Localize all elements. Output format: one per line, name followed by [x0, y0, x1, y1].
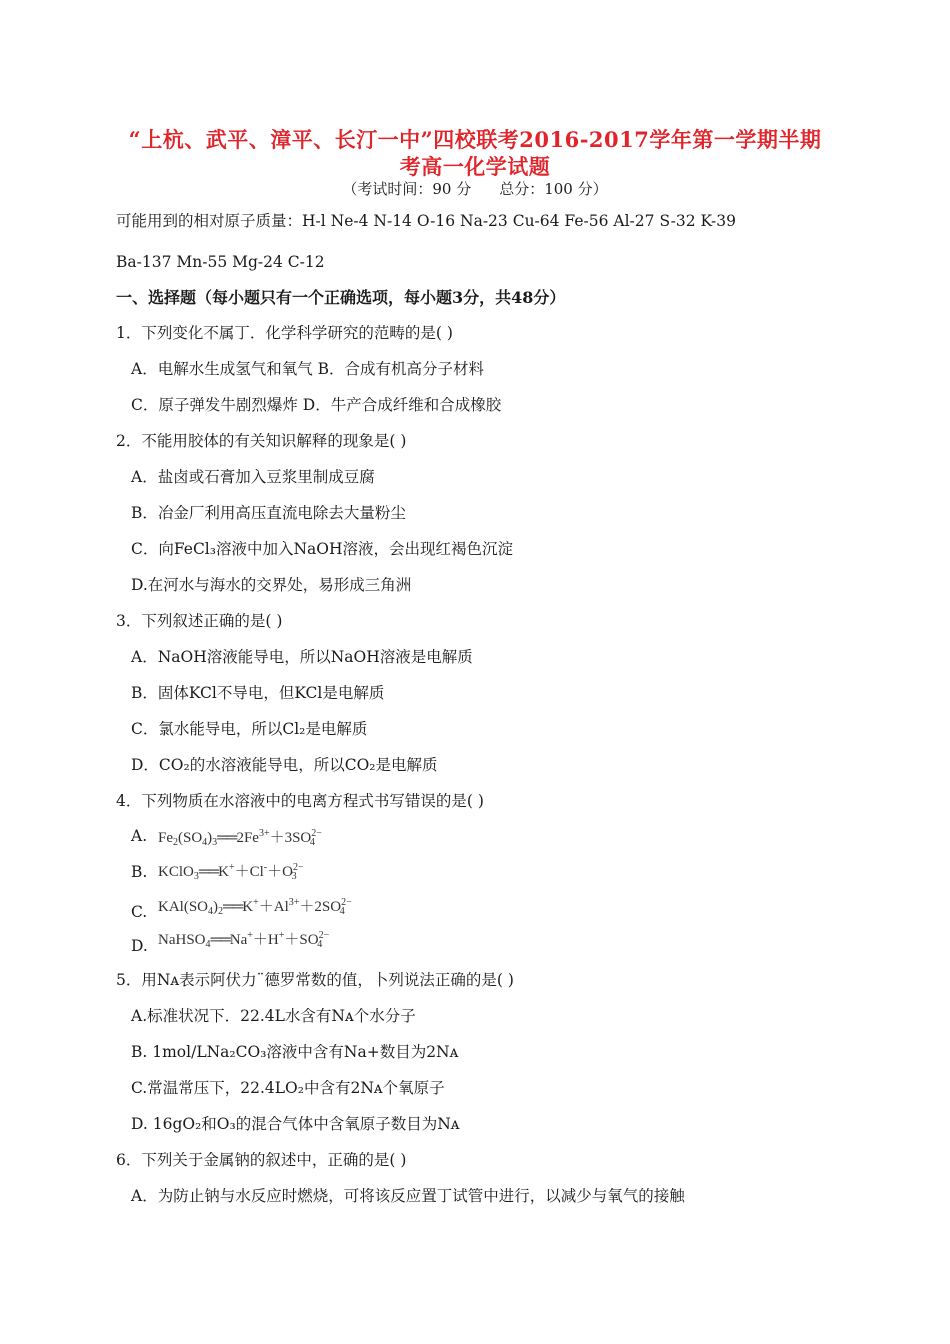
q2-option-d: D.在河水与海水的交界处，易形成三角洲	[131, 576, 412, 594]
q1-options-cd: C．原子弹发牛剧烈爆炸 D．牛产合成纤维和合成橡胶	[131, 396, 502, 414]
q2-option-b: B．冶金厂利用高压直流电除去大量粉尘	[131, 504, 406, 522]
q2-option-c: C．向FeCl₃溶液中加入NaOH溶液，会出现红褐色沉淀	[131, 540, 513, 558]
q6-option-a: A．为防止钠与水反应时燃烧，可将该反应置丁试管中进行，以减少与氧气的接触	[131, 1187, 685, 1205]
section-heading: 一、选择题（每小题只有一个正确选项，每小题3分，共48分）	[116, 288, 566, 307]
q2-stem: 2．不能用胶体的有关知识解释的现象是( )	[116, 432, 407, 450]
title-line-1: “上杭、武平、漳平、长汀一中”四校联考2016-2017学年第一学期半期	[128, 127, 822, 152]
q1-stem: 1．下列变化不属丁．化学科学研究的范畴的是( )	[116, 324, 453, 342]
q4-stem: 4．下列物质在水溶液中的电离方程式书写错误的是( )	[116, 792, 484, 810]
q2-option-a: A．盐卤或石膏加入豆浆里制成豆腐	[131, 468, 375, 486]
q5-stem: 5．用Nᴀ表示阿伏力¨德罗常数的值，卜列说法正确的是( )	[116, 971, 514, 989]
q4-option-a-label: A.	[131, 827, 148, 845]
q5-option-a: A.标准状况下．22.4L水含有Nᴀ个水分子	[131, 1007, 416, 1025]
exam-time: （考试时间：90 分	[342, 180, 472, 198]
q5-option-b: B. 1mol/LNa₂CO₃溶液中含有Na+数目为2Nᴀ	[131, 1043, 459, 1061]
q6-stem: 6．下列关于金属钠的叙述中，正确的是( )	[116, 1151, 407, 1169]
q3-option-b: B．固体KCl不导电，但KCl是电解质	[131, 684, 385, 702]
q4-equation-d: $NaHSO_4══Na^++H^++SO^{2-}_4$	[158, 930, 330, 950]
q4-option-c-label: C.	[131, 903, 148, 921]
q5-option-c: C.常温常压下，22.4LO₂中含有2Nᴀ个氧原子	[131, 1079, 445, 1097]
q3-option-d: D．CO₂的水溶液能导电，所以CO₂是电解质	[131, 756, 438, 774]
q4-option-d-label: D.	[131, 937, 148, 955]
q4-equation-a: $Fe_2(SO_4)_3══2Fe^{3+}+3SO^{2-}_4$	[158, 828, 322, 848]
exam-info	[0, 178, 950, 199]
atomic-masses-line-2: Ba-137 Mn-55 Mg-24 C-12	[116, 253, 325, 271]
q3-option-c: C．氯水能导电，所以Cl₂是电解质	[131, 720, 368, 738]
q3-stem: 3．下列叙述正确的是( )	[116, 612, 283, 630]
q4-equation-b: $KClO_3══K^++Cl^-+O^{2-}_3$	[158, 862, 304, 882]
atomic-masses-line-1: 可能用到的相对原子质量：H-l Ne-4 N-14 O-16 Na-23 Cu-64 Fe-56 Al-27 S-32 K-39	[116, 212, 736, 230]
q1-options-ab: A．电解水生成氢气和氧气 B．合成有机高分子材料	[131, 360, 485, 378]
title-line-2: 考高一化学试题	[399, 154, 551, 179]
q4-option-b-label: B.	[131, 863, 148, 881]
q4-equation-c: $KAl(SO_4)_2══K^++Al^{3+}+2SO^{2-}_4$	[158, 897, 352, 917]
q3-option-a: A．NaOH溶液能导电，所以NaOH溶液是电解质	[131, 648, 473, 666]
q5-option-d: D. 16gO₂和O₃的混合气体中含氧原子数目为Nᴀ	[131, 1115, 460, 1133]
exam-score: 总分：100 分）	[499, 180, 608, 198]
